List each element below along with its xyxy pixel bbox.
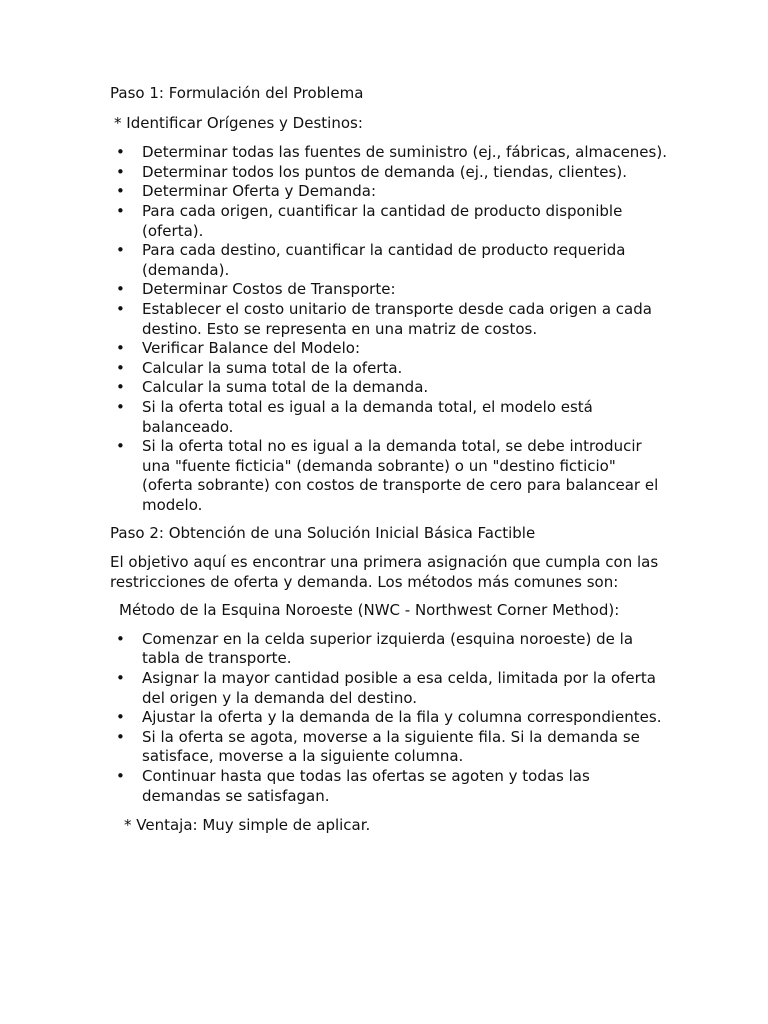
list-item-text: Comenzar en la celda superior izquierda (esquina noroeste) de la tabla de transporte. (142, 629, 634, 668)
bullet-icon: • (116, 201, 125, 220)
list-item (110, 669, 670, 708)
list-item (110, 280, 670, 300)
bullet-icon: • (116, 280, 125, 299)
bullet-icon: • (116, 339, 125, 358)
list-item-text: Establecer el costo unitario de transporte desde cada origen a cada destino. Esto se representa en una matriz de costos. (142, 299, 652, 338)
list-item-text: Para cada origen, cuantificar la cantidad de producto disponible (oferta). (142, 201, 623, 240)
list-item (110, 728, 670, 767)
document-page (110, 84, 670, 836)
list-item (110, 163, 670, 183)
bullet-icon: • (116, 299, 125, 318)
bullet-icon: • (116, 669, 125, 688)
advantage-note: * Ventaja: Muy simple de aplicar. (124, 816, 371, 835)
method-title: Método de la Esquina Noroeste (NWC - Northwest Corner Method): (119, 601, 620, 620)
list-item-text: Continuar hasta que todas las ofertas se agoten y todas las demandas se satisfagan. (142, 767, 590, 805)
list-item (110, 143, 670, 163)
list-item-text: Para cada destino, cuantificar la cantidad de producto requerida (demanda). (142, 241, 626, 279)
step2-intro: El objetivo aquí es encontrar una primera asignación que cumpla con las restricciones de oferta y demanda. Los métodos más comunes son: (110, 553, 659, 591)
list-item (110, 378, 670, 398)
list-item-text: Verificar Balance del Modelo: (142, 339, 361, 358)
list-item (110, 708, 670, 728)
list-item (110, 398, 670, 437)
list-item-text: Determinar Costos de Transporte: (142, 280, 396, 299)
list-item (110, 241, 670, 280)
list-item-text: Determinar todas las fuentes de suministro (ej., fábricas, almacenes). (142, 143, 667, 162)
list-item (110, 359, 670, 379)
step1-bullet-list (110, 143, 670, 515)
bullet-icon: • (116, 708, 125, 727)
bullet-icon: • (116, 182, 125, 201)
list-item-text: Ajustar la oferta y la demanda de la fila y columna correspondientes. (142, 708, 662, 727)
list-item-text: Calcular la suma total de la oferta. (142, 358, 403, 377)
bullet-icon: • (116, 378, 125, 397)
list-item-text: Si la oferta total no es igual a la demanda total, se debe introducir una "fuente ficticia" (demanda sobrante) o un "destino ficticio" (oferta sobrante) con costos de transporte de cero para balancear el modelo. (142, 437, 659, 514)
list-item (110, 339, 670, 359)
list-item-text: Determinar Oferta y Demanda: (142, 182, 377, 201)
bullet-icon: • (116, 397, 125, 416)
list-item-text: Asignar la mayor cantidad posible a esa celda, limitada por la oferta del origen y la demanda del destino. (142, 669, 656, 707)
list-item-text: Determinar todos los puntos de demanda (ej., tiendas, clientes). (142, 162, 627, 181)
list-item-text: Si la oferta se agota, moverse a la siguiente fila. Si la demanda se satisface, moverse a la siguiente columna. (142, 727, 640, 766)
bullet-icon: • (116, 162, 125, 181)
step2-heading: Paso 2: Obtención de una Solución Inicial Básica Factible (110, 524, 536, 543)
step1-subheading: * Identificar Orígenes y Destinos: (114, 113, 363, 132)
list-item-text: Si la oferta total es igual a la demanda total, el modelo está balanceado. (142, 397, 593, 436)
list-item (110, 202, 670, 241)
bullet-icon: • (116, 767, 125, 785)
list-item (110, 437, 670, 515)
list-item (110, 182, 670, 202)
step1-heading: Paso 1: Formulación del Problema (110, 84, 364, 102)
list-item-text: Calcular la suma total de la demanda. (142, 378, 429, 397)
list-item (110, 630, 670, 669)
bullet-icon: • (116, 143, 125, 162)
bullet-icon: • (116, 629, 125, 648)
bullet-icon: • (116, 437, 125, 456)
list-item (110, 767, 670, 806)
step2-bullet-list (110, 630, 670, 806)
bullet-icon: • (116, 727, 125, 746)
list-item (110, 300, 670, 339)
bullet-icon: • (116, 358, 125, 377)
bullet-icon: • (116, 241, 125, 260)
